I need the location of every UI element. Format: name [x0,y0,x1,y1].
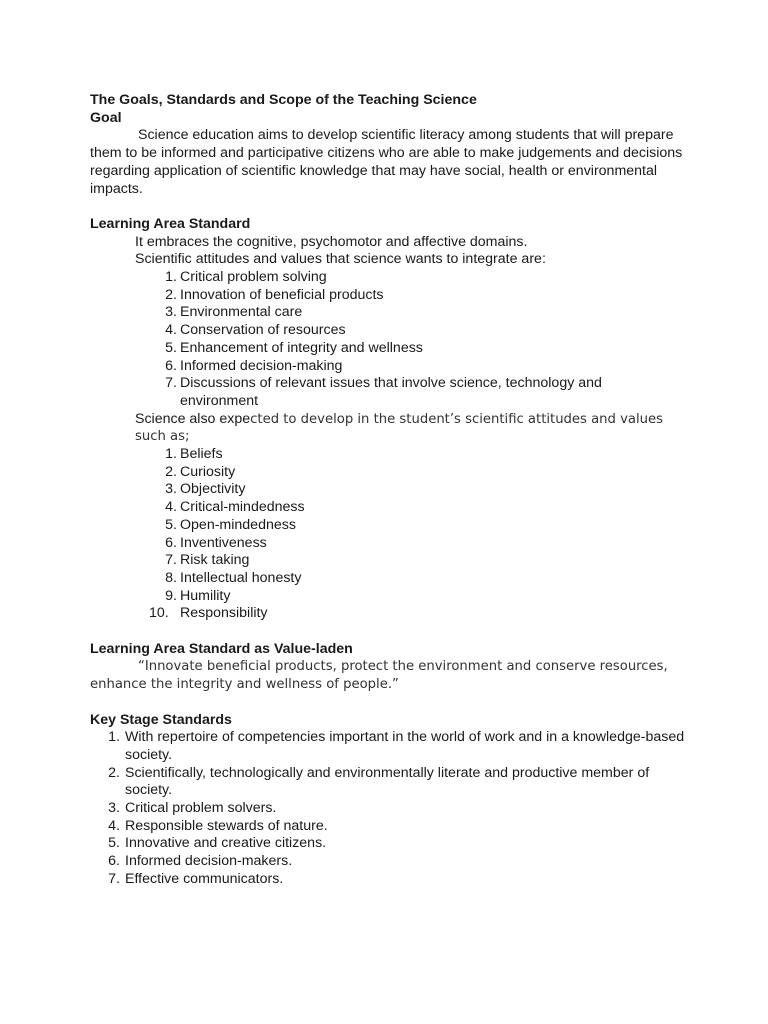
list-text: Innovation of beneficial products [180,286,384,303]
list-text: Risk taking [180,552,250,569]
list-item [90,464,690,482]
list-text: Discussions of relevant issues that involve science, technology and environment [180,375,602,409]
list-item [90,322,690,340]
list-item [90,729,690,764]
list-item [90,499,690,517]
list-text: Inventiveness [180,534,267,551]
list-text: Critical-mindedness [180,499,305,516]
list-item [90,287,690,305]
list-number: 4. [165,322,177,339]
list-item [90,871,690,889]
list-number: 5. [165,516,177,533]
spacer [90,198,690,216]
list-number: 8. [165,569,177,586]
list-number: 2. [108,764,120,781]
list-item [90,818,690,836]
list-text: With repertoire of competencies important in the world of work and in a knowledge-based society. [125,729,685,763]
list-number: 2. [165,463,177,480]
values-list [90,446,690,623]
list-number: 3. [108,800,120,817]
list-number: 5. [165,339,177,356]
list-text: Informed decision-making [180,357,343,374]
list-item [90,358,690,376]
spacer [90,623,690,641]
list-item [90,481,690,499]
attitudes-list [90,269,690,411]
list-text: Scientifically, technologically and environmentally literate and productive member of society. [125,764,650,799]
list-text: Curiosity [180,463,236,480]
list-item [90,535,690,553]
list-item [90,552,690,570]
list-number: 6. [165,534,177,551]
list-text: Conservation of resources [180,322,346,339]
list-number: 7. [108,870,120,887]
values-intro-rest: cted to develop in the student’s scientific attitudes and values such as; [135,411,663,445]
list-number: 7. [165,375,177,392]
list-text: Environmental care [180,304,303,321]
list-text: Responsible stewards of nature. [125,817,328,834]
list-number: 1. [108,729,120,746]
list-number: 2. [165,286,177,303]
spacer [90,694,690,712]
list-text: Intellectual honesty [180,569,302,586]
list-item [90,304,690,322]
list-number: 7. [165,552,177,569]
list-item [90,835,690,853]
list-text: Critical problem solving [180,269,327,286]
list-number: 6. [108,853,120,870]
list-text: Responsibility [180,605,268,622]
list-item [90,340,690,358]
key-stage-heading: Key Stage Standards [90,711,232,728]
list-item [90,605,690,623]
list-item [90,570,690,588]
list-text: Effective communicators. [125,870,284,887]
list-number: 1. [165,269,177,286]
list-item [90,800,690,818]
goal-heading: Goal [90,109,122,126]
value-laden-heading: Learning Area Standard as Value-laden [90,640,353,657]
list-text: Objectivity [180,481,246,498]
list-number: 9. [165,587,177,604]
list-item [90,375,690,410]
list-item [90,853,690,871]
list-number: 4. [108,817,120,834]
list-number: 6. [165,357,177,374]
list-text: Informed decision-makers. [125,853,293,870]
document-title: The Goals, Standards and Scope of the Teaching Science [90,92,477,108]
attitudes-intro: Scientific attitudes and values that science wants to integrate are: [135,251,546,268]
domains-line: It embraces the cognitive, psychomotor and affective domains. [135,233,528,250]
list-text: Critical problem solvers. [125,800,277,817]
list-number: 4. [165,499,177,516]
values-intro [90,411,690,446]
learning-area-heading: Learning Area Standard [90,215,251,232]
list-item [90,588,690,606]
values-intro-lead: Science also expe [135,410,251,427]
list-text: Enhancement of integrity and wellness [180,339,423,356]
list-number: 5. [108,835,120,852]
key-stage-list [90,729,690,888]
list-number: 3. [165,481,177,498]
list-item [90,765,690,800]
document-body [90,92,690,889]
list-text: Beliefs [180,446,223,463]
list-number: 10. [149,605,169,622]
list-text: Humility [180,587,231,604]
list-item [90,446,690,464]
list-text: Innovative and creative citizens. [125,835,327,852]
list-item [90,269,690,287]
value-laden-quote: “Innovate beneficial products, protect the environment and conserve resources, enhance the integrity and wellness of people.” [90,659,668,693]
list-number: 1. [165,446,177,463]
list-number: 3. [165,304,177,321]
list-text: Open-mindedness [180,516,296,533]
list-item [90,517,690,535]
goal-paragraph: Science education aims to develop scientific literacy among students that will prepare them to be informed and participative citizens who are able to make judgements and decisions regarding application of scientific knowledge that may have social, health or environmental impacts. [90,127,683,197]
